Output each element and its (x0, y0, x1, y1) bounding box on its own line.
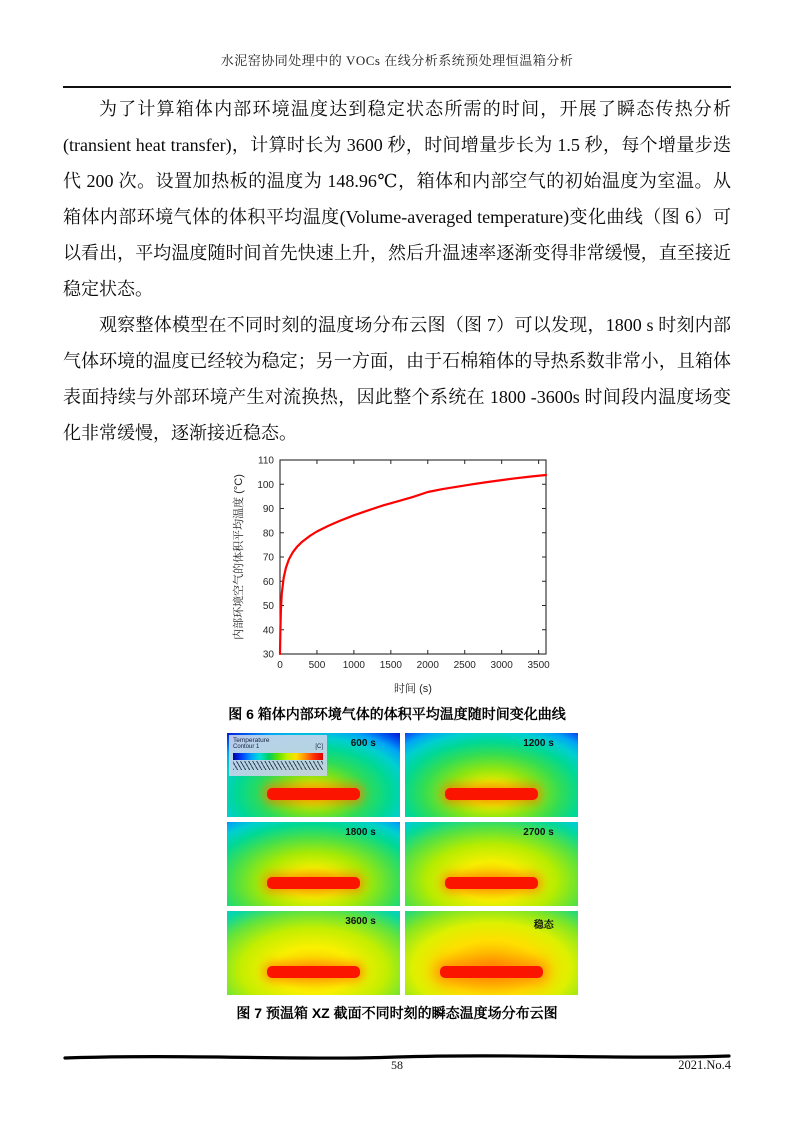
legend-title: Temperature (233, 737, 270, 744)
heating-plate (440, 966, 544, 979)
heating-plate (267, 966, 360, 979)
heating-plate (445, 788, 538, 801)
contour-panel-steady (405, 911, 578, 995)
panel-time-label: 1800 s (345, 827, 376, 838)
issue-label: 2021.No.4 (678, 1058, 731, 1072)
svg-text:40: 40 (262, 625, 274, 637)
contour-panel-600s (227, 733, 400, 817)
paragraph-2: 观察整体模型在不同时刻的温度场分布云图（图 7）可以发现，1800 s 时刻内部气体环境的温度已经较为稳定；另一方面，由于石棉箱体的导热系数非常小，且箱体表面持续与外部环境产生对流换热，因此整个系统在 1800 -3600s 时间段内温度场变化非常缓慢，逐渐接近稳态。 (63, 315, 731, 443)
svg-text:2000: 2000 (416, 660, 439, 671)
svg-text:30: 30 (262, 649, 274, 661)
svg-text:80: 80 (262, 528, 274, 540)
panel-time-label: 600 s (350, 738, 376, 749)
svg-text:500: 500 (308, 660, 326, 671)
header-rule (63, 86, 731, 88)
svg-text:110: 110 (258, 455, 274, 467)
svg-text:0: 0 (277, 660, 283, 671)
page-number: 58 (391, 1058, 403, 1072)
running-head-title: 水泥窑协同处理中的 VOCs 在线分析系统预处理恒温箱分析 (220, 53, 574, 68)
panel-time-label: 3600 s (345, 916, 376, 927)
svg-text:60: 60 (262, 576, 274, 588)
heating-plate (267, 788, 360, 801)
body-text (63, 91, 731, 451)
heating-plate (445, 877, 538, 890)
svg-text:100: 100 (257, 479, 274, 491)
contour-panel-1200s (405, 733, 578, 817)
contour-panel-1800s (227, 822, 400, 906)
panel-time-label: 1200 s (523, 738, 554, 749)
svg-text:1000: 1000 (342, 660, 366, 671)
heating-plate (267, 877, 360, 890)
contour-panel-2700s (405, 822, 578, 906)
svg-text:3500: 3500 (527, 660, 550, 671)
figure6-line-chart (228, 448, 576, 700)
panel-time-label: 2700 s (523, 827, 554, 838)
svg-text:2500: 2500 (453, 660, 476, 671)
panel-time-label: 稳态 (533, 920, 554, 931)
legend-subtitle: Contour 1 (233, 744, 260, 750)
temperature-time-plot (228, 448, 576, 700)
figure7-caption: 图 7 预温箱 XZ 截面不同时刻的瞬态温度场分布云图 (236, 1005, 558, 1021)
colorbar-legend (229, 735, 327, 776)
svg-text:3000: 3000 (490, 660, 513, 671)
svg-text:50: 50 (262, 601, 274, 612)
svg-text:70: 70 (262, 552, 274, 564)
paragraph-1: 为了计算箱体内部环境温度达到稳定状态所需的时间，开展了瞬态传热分析(transient heat transfer)，计算时长为 3600 秒，时间增量步长为 1.5 秒，每个增量步迭代 200 次。设置加热板的温度为 148.96℃，箱体和内部空气的初始温度为室温。从箱体内部环境气体的体积平均温度(Volume-averaged temperature)变化曲线（图 6）可以看出，平均温度随时间首先快速上升，然后升温速率逐渐变得非常缓慢，直至接近稳定状态。 (63, 99, 731, 299)
footer-rule (63, 1048, 731, 1056)
figure7-contour-grid (227, 733, 578, 995)
colorbar-tick-labels (233, 761, 323, 770)
legend-unit: [C] (315, 744, 323, 750)
svg-text:1500: 1500 (379, 660, 402, 671)
colorbar-gradient (233, 753, 323, 760)
contour-panel-3600s (227, 911, 400, 995)
svg-text:时间 (s): 时间 (s) (394, 683, 432, 695)
svg-text:内部环境空气的体积平均温度 (°C): 内部环境空气的体积平均温度 (°C) (233, 474, 245, 640)
figure6-caption: 图 6 箱体内部环境气体的体积平均温度随时间变化曲线 (228, 706, 566, 722)
svg-text:90: 90 (262, 504, 274, 515)
